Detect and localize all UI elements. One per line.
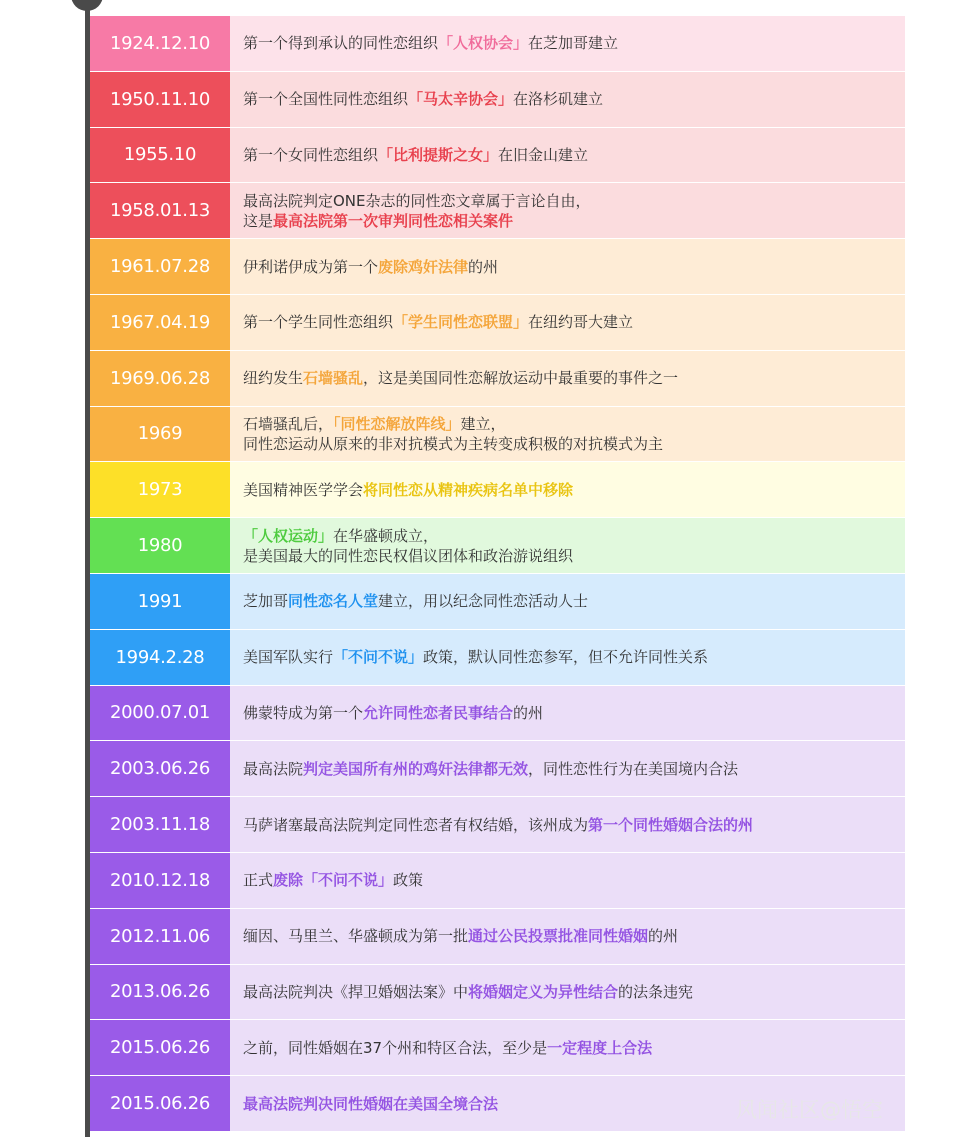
highlight-text: 最高法院判决同性婚姻在美国全境合法 <box>243 1094 499 1113</box>
description-text: ，同性恋性行为在美国境内合法 <box>528 759 739 778</box>
highlight-text: 石墙骚乱 <box>303 369 364 388</box>
description-line <box>243 546 905 566</box>
timeline-description <box>230 128 905 183</box>
timeline-date: 1969.06.28 <box>90 351 230 406</box>
highlight-text: 「学生同性恋联盟」 <box>393 313 529 332</box>
description-text: 在旧金山建立 <box>498 145 589 164</box>
description-text: 美国精神医学学会 <box>243 480 364 499</box>
description-text: 的州 <box>648 927 679 946</box>
description-line <box>243 647 905 667</box>
description-text: 马萨诸塞最高法院判定同性恋者有权结婚，该州成为 <box>243 815 589 834</box>
highlight-text: 允许同性恋者民事结合 <box>363 703 514 722</box>
timeline-row <box>90 16 905 72</box>
description-line <box>243 591 905 611</box>
timeline-description <box>230 462 905 517</box>
highlight-text: 「马太辛协会」 <box>408 90 514 109</box>
highlight-text: 「同性恋解放阵线」 <box>333 414 461 433</box>
description-line <box>243 414 905 434</box>
watermark: 风闻社区@悟空 <box>736 1098 883 1122</box>
description-text: 之前，同性婚姻在37个州和特区合法，至少是 <box>243 1038 548 1057</box>
timeline-description <box>230 407 905 462</box>
timeline-description <box>230 574 905 629</box>
highlight-text: 一定程度上合法 <box>547 1038 653 1057</box>
timeline-date: 2015.06.26 <box>90 1020 230 1075</box>
timeline-date: 1980 <box>90 518 230 573</box>
timeline-date: 1973 <box>90 462 230 517</box>
description-text: 美国军队实行 <box>243 648 334 667</box>
timeline-row <box>90 407 905 463</box>
description-text: 伊利诺伊成为第一个 <box>243 257 379 276</box>
highlight-text: 「人权运动」 <box>243 526 334 545</box>
timeline-table <box>90 16 905 1132</box>
timeline-description <box>230 183 905 238</box>
description-line <box>243 257 905 277</box>
timeline-row <box>90 128 905 184</box>
description-line <box>243 191 905 211</box>
description-line <box>243 312 905 332</box>
timeline-description <box>230 72 905 127</box>
timeline-date: 1958.01.13 <box>90 183 230 238</box>
highlight-text: 将婚姻定义为异性结合 <box>468 982 619 1001</box>
timeline-row <box>90 853 905 909</box>
description-text: 政策，默认同性恋参军，但不允许同性关系 <box>423 648 709 667</box>
description-line <box>243 759 905 779</box>
highlight-text: 「人权协会」 <box>438 34 529 53</box>
timeline-row <box>90 239 905 295</box>
description-line <box>243 434 905 454</box>
description-text: 同性恋运动从原来的非对抗模式为主转变成积极的对抗模式为主 <box>243 434 664 453</box>
timeline-description <box>230 686 905 741</box>
highlight-text: 废除鸡奸法律 <box>378 257 469 276</box>
timeline-date: 1950.11.10 <box>90 72 230 127</box>
timeline-date: 1924.12.10 <box>90 16 230 71</box>
description-text: 这是 <box>243 211 274 230</box>
description-text: 最高法院 <box>243 759 304 778</box>
timeline-date: 2003.11.18 <box>90 797 230 852</box>
highlight-text: 最高法院第一次审判同性恋相关案件 <box>273 211 514 230</box>
timeline-date: 2015.06.26 <box>90 1076 230 1131</box>
description-line <box>243 870 905 890</box>
description-text: 的法条违宪 <box>618 982 694 1001</box>
description-line <box>243 926 905 946</box>
timeline-row <box>90 574 905 630</box>
highlight-text: 通过公民投票批准同性婚姻 <box>468 927 649 946</box>
description-line <box>243 33 905 53</box>
timeline-date: 2013.06.26 <box>90 965 230 1020</box>
description-text: 第一个女同性恋组织 <box>243 145 379 164</box>
timeline-row <box>90 630 905 686</box>
description-text: 正式 <box>243 871 274 890</box>
description-text: 建立， <box>460 414 506 433</box>
timeline-description <box>230 16 905 71</box>
highlight-text: 「不问不说」 <box>333 648 424 667</box>
timeline-description <box>230 239 905 294</box>
timeline-date: 1991 <box>90 574 230 629</box>
description-text: 政策 <box>393 871 424 890</box>
timeline-description <box>230 909 905 964</box>
description-line <box>243 982 905 1002</box>
description-line <box>243 211 905 231</box>
timeline-date: 1961.07.28 <box>90 239 230 294</box>
description-text: 是美国最大的同性恋民权倡议团体和政治游说组织 <box>243 546 574 565</box>
timeline-row <box>90 965 905 1021</box>
description-text: 第一个全国性同性恋组织 <box>243 90 409 109</box>
timeline-row <box>90 1020 905 1076</box>
timeline-description <box>230 741 905 796</box>
highlight-text: 废除「不问不说」 <box>273 871 394 890</box>
description-text: 最高法院判定ONE杂志的同性恋文章属于言论自由， <box>243 191 591 210</box>
description-text: 在芝加哥建立 <box>528 34 619 53</box>
timeline-description <box>230 630 905 685</box>
timeline-description <box>230 853 905 908</box>
description-text: 的州 <box>468 257 499 276</box>
description-text: 的州 <box>513 703 544 722</box>
timeline-date: 1955.10 <box>90 128 230 183</box>
highlight-text: 第一个同性婚姻合法的州 <box>588 815 754 834</box>
description-text: ，这是美国同性恋解放运动中最重要的事件之一 <box>363 369 679 388</box>
description-line <box>243 89 905 109</box>
timeline-description <box>230 518 905 573</box>
description-text: 芝加哥 <box>243 592 289 611</box>
description-text: 佛蒙特成为第一个 <box>243 703 364 722</box>
timeline-date: 1969 <box>90 407 230 462</box>
highlight-text: 「比利提斯之女」 <box>378 145 499 164</box>
description-text: 最高法院判决《捍卫婚姻法案》中 <box>243 982 469 1001</box>
highlight-text: 判定美国所有州的鸡奸法律都无效 <box>303 759 529 778</box>
description-text: 石墙骚乱后， <box>243 414 334 433</box>
description-text: 第一个学生同性恋组织 <box>243 313 394 332</box>
description-text: 在华盛顿成立， <box>333 526 439 545</box>
timeline-row <box>90 686 905 742</box>
timeline-date: 2012.11.06 <box>90 909 230 964</box>
timeline-knob <box>71 0 103 11</box>
description-line <box>243 480 905 500</box>
description-text: 在纽约哥大建立 <box>528 313 634 332</box>
timeline-description <box>230 1020 905 1075</box>
timeline-description <box>230 965 905 1020</box>
timeline-row <box>90 518 905 574</box>
highlight-text: 同性恋名人堂 <box>288 592 379 611</box>
timeline-row <box>90 72 905 128</box>
timeline-row <box>90 295 905 351</box>
timeline-description <box>230 797 905 852</box>
description-line <box>243 526 905 546</box>
timeline-date: 1967.04.19 <box>90 295 230 350</box>
timeline-row <box>90 462 905 518</box>
description-line <box>243 368 905 388</box>
timeline-date: 2010.12.18 <box>90 853 230 908</box>
timeline-date: 2003.06.26 <box>90 741 230 796</box>
timeline-description <box>230 351 905 406</box>
timeline-date: 1994.2.28 <box>90 630 230 685</box>
highlight-text: 将同性恋从精神疾病名单中移除 <box>363 480 574 499</box>
description-line <box>243 145 905 165</box>
description-line <box>243 703 905 723</box>
description-text: 在洛杉矶建立 <box>513 90 604 109</box>
description-line <box>243 1038 905 1058</box>
description-text: 建立，用以纪念同性恋活动人士 <box>378 592 589 611</box>
timeline-date: 2000.07.01 <box>90 686 230 741</box>
description-text: 纽约发生 <box>243 369 304 388</box>
description-text: 第一个得到承认的同性恋组织 <box>243 34 439 53</box>
description-line <box>243 815 905 835</box>
timeline-row <box>90 909 905 965</box>
timeline-row <box>90 741 905 797</box>
timeline-description <box>230 295 905 350</box>
timeline-row <box>90 351 905 407</box>
timeline-row <box>90 797 905 853</box>
timeline-row <box>90 183 905 239</box>
description-text: 缅因、马里兰、华盛顿成为第一批 <box>243 927 469 946</box>
